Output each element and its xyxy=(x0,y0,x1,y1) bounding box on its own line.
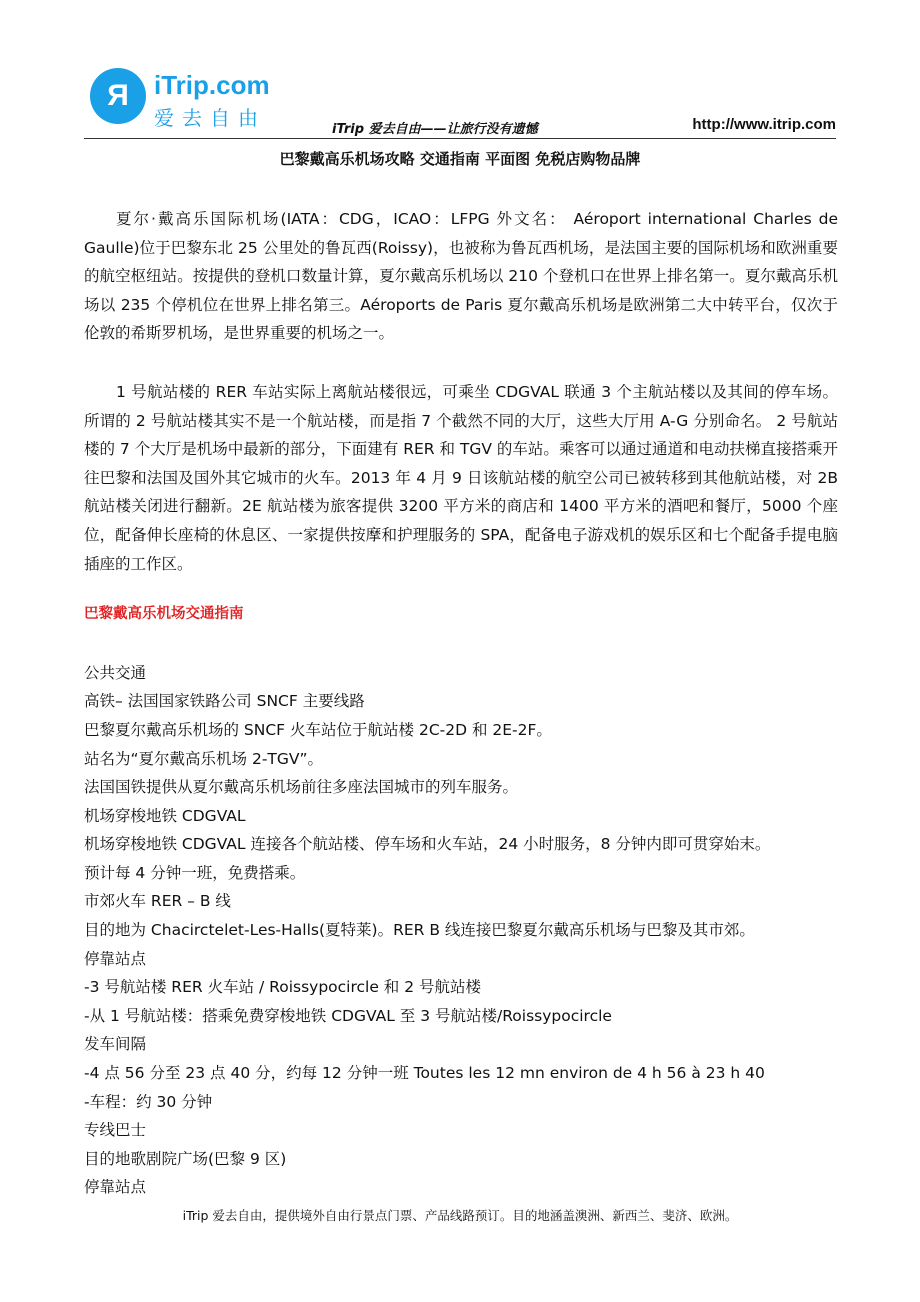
list-item: 停靠站点 xyxy=(84,949,147,968)
list-item: 站名为“夏尔戴高乐机场 2-TGV”。 xyxy=(84,749,324,768)
logo-subtitle: 爱去自由 xyxy=(154,106,266,130)
list-item: 法国国铁提供从夏尔戴高乐机场前往多座法国城市的列车服务。 xyxy=(84,778,519,797)
list-item: -从 1 号航站楼：搭乘免费穿梭地铁 CDGVAL 至 3 号航站楼/Roissypocircle xyxy=(84,1006,612,1025)
list-item: 机场穿梭地铁 CDGVAL xyxy=(84,806,246,825)
header-tagline: iTrip 爱去自由——让旅行没有遗憾 xyxy=(332,122,538,137)
itrip-logo xyxy=(90,68,290,132)
list-item: 预计每 4 分钟一班，免费搭乘。 xyxy=(84,863,306,882)
list-item: 机场穿梭地铁 CDGVAL 连接各个航站楼、停车场和火车站，24 小时服务，8 分钟内即可贯穿始末。 xyxy=(84,835,771,854)
logo-mark-icon: Я xyxy=(90,68,146,124)
logo-brand-name: iTrip.com xyxy=(154,70,270,100)
list-item: 发车间隔 xyxy=(84,1035,147,1054)
header-url: http://www.itrip.com xyxy=(692,116,836,133)
list-item: -3 号航站楼 RER 火车站 / Roissypocircle 和 2 号航站楼 xyxy=(84,978,482,997)
list-item: 公共交通 xyxy=(84,663,147,682)
list-item: -4 点 56 分至 23 点 40 分，约每 12 分钟一班 Toutes les 12 mn environ de 4 h 56 à 23 h 40 xyxy=(84,1064,765,1083)
list-item: 市郊火车 RER – B 线 xyxy=(84,892,231,911)
header-divider xyxy=(84,138,836,139)
list-item: -车程：约 30 分钟 xyxy=(84,1092,213,1111)
section-heading: 巴黎戴高乐机场交通指南 xyxy=(84,606,244,623)
footer-note: iTrip 爱去自由，提供境外自由行景点门票、产品线路预订。目的地涵盖澳洲、新西兰、斐济、欧洲。 xyxy=(182,1208,738,1223)
list-item: 目的地歌剧院广场(巴黎 9 区) xyxy=(84,1149,287,1168)
list-item: 巴黎夏尔戴高乐机场的 SNCF 火车站位于航站楼 2C-2D 和 2E-2F。 xyxy=(84,720,552,739)
terminal-paragraph: 1 号航站楼的 RER 车站实际上离航站楼很远，可乘坐 CDGVAL 联通 3 个主航站楼以及其间的停车场。所谓的 2 号航站楼其实不是一个航站楼，而是指 7 个截然不同的大厅，这些大厅用 A-G 分别命名。 2 号航站楼的 7 个大厅是机场中最新的部分，下面建有 RER 和 TGV 的车站。乘客可以通过通道和电动扶梯直接搭乘开往巴黎和法国及国外其它城市的火车。2013 年 4 月 9 日该航站楼的航空公司已被转移到其他航站楼，对 2B 航站楼关闭进行翻新。2E 航站楼为旅客提供 3200 平方米的商店和 1400 平方米的酒吧和餐厅，5000 个座位，配备伸长座椅的休息区、一家提供按摩和护理服务的 SPA，配备电子游戏机的娱乐区和七个配备手提电脑插座的工作区。 xyxy=(84,382,838,573)
list-item: 高铁– 法国国家铁路公司 SNCF 主要线路 xyxy=(84,692,365,711)
intro-paragraph: 夏尔·戴高乐国际机场(IATA：CDG，ICAO：LFPG 外文名： Aéroport international Charles de Gaulle)位于巴黎东北 25 公里处的鲁瓦西(Roissy)，也被称为鲁瓦西机场，是法国主要的国际机场和欧洲重要的航空枢纽站。按提供的登机口数量计算，夏尔戴高乐机场以 210 个登机口在世界上排名第一。夏尔戴高乐机场以 235 个停机位在世界上排名第三。Aéroports de Paris 夏尔戴高乐机场是欧洲第二大中转平台，仅次于伦敦的希斯罗机场，是世界重要的机场之一。 xyxy=(84,210,838,343)
document-title: 巴黎戴高乐机场攻略 交通指南 平面图 免税店购物品牌 xyxy=(279,150,641,168)
list-item: 目的地为 Chacirctelet-Les-Halls(夏特莱)。RER B 线连接巴黎夏尔戴高乐机场与巴黎及其市郊。 xyxy=(84,921,755,940)
list-item: 专线巴士 xyxy=(84,1121,147,1140)
list-item: 停靠站点 xyxy=(84,1178,147,1197)
document-body xyxy=(84,205,838,1202)
